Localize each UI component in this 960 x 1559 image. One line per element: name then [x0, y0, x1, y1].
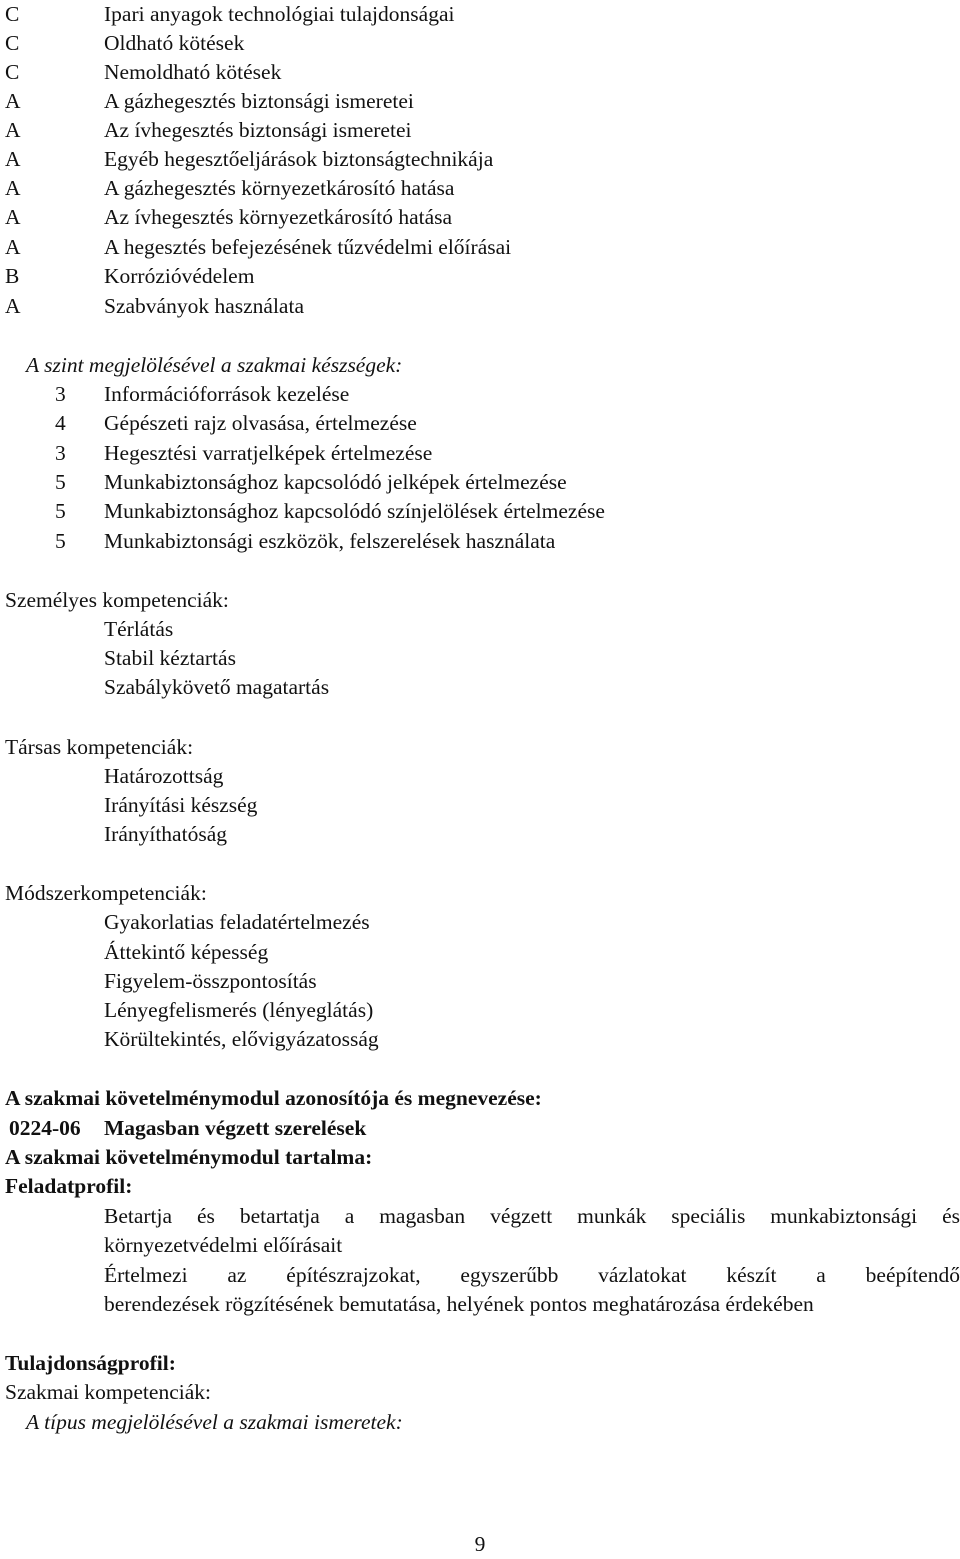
knowledge-text: Oldható kötések [104, 31, 245, 55]
personal-item: Térlátás [104, 617, 174, 641]
knowledge-text: A gázhegesztés környezetkárosító hatása [104, 176, 455, 200]
knowledge-text: Az ívhegesztés biztonsági ismeretei [104, 118, 412, 142]
method-item: Lényegfelismerés (lényeglátás) [104, 998, 374, 1022]
skill-level: 4 [55, 411, 66, 435]
level-letter: B [5, 264, 20, 288]
skill-text: Munkabiztonsági eszközök, felszerelések használata [104, 529, 556, 553]
level-letter: A [5, 205, 21, 229]
task-text: Értelmezi az építészrajzokat, egyszerűbb vázlatokat készít a beépítendő [104, 1263, 960, 1287]
skill-text: Munkabiztonsághoz kapcsolódó színjelölések értelmezése [104, 499, 605, 523]
module-code: 0224-06 [9, 1116, 81, 1140]
level-letter: A [5, 118, 21, 142]
module-id-heading: A szakmai követelménymodul azonosítója és megnevezése: [5, 1086, 542, 1110]
level-letter: A [5, 294, 21, 318]
skills-heading: A szint megjelölésével a szakmai készségek: [26, 353, 403, 377]
level-letter: A [5, 235, 21, 259]
task-text: berendezések rögzítésének bemutatása, helyének pontos meghatározása érdekében [104, 1292, 814, 1316]
level-letter: A [5, 89, 21, 113]
skill-text: Hegesztési varratjelképek értelmezése [104, 441, 433, 465]
social-item: Határozottság [104, 764, 224, 788]
social-item: Irányítási készség [104, 793, 258, 817]
module-content-heading: A szakmai követelménymodul tartalma: [5, 1145, 373, 1169]
social-heading: Társas kompetenciák: [5, 735, 194, 759]
knowledge-text: A hegesztés befejezésének tűzvédelmi előírásai [104, 235, 512, 259]
skill-text: Információforrások kezelése [104, 382, 350, 406]
personal-item: Stabil kéztartás [104, 646, 236, 670]
knowledge-text: Ipari anyagok technológiai tulajdonságai [104, 2, 455, 26]
skill-level: 5 [55, 529, 66, 553]
knowledge-text: A gázhegesztés biztonsági ismeretei [104, 89, 414, 113]
personal-item: Szabálykövető magatartás [104, 675, 330, 699]
knowledge-text: Az ívhegesztés környezetkárosító hatása [104, 205, 453, 229]
page-number: 9 [474, 1532, 486, 1556]
knowledge-type-heading: A típus megjelölésével a szakmai ismeretek: [26, 1410, 403, 1434]
method-item: Figyelem-összpontosítás [104, 969, 317, 993]
professional-heading: Szakmai kompetenciák: [5, 1380, 211, 1404]
method-item: Gyakorlatias feladatértelmezés [104, 910, 370, 934]
skill-level: 3 [55, 382, 66, 406]
method-item: Áttekintő képesség [104, 940, 269, 964]
method-item: Körültekintés, elővigyázatosság [104, 1027, 379, 1051]
level-letter: C [5, 31, 20, 55]
knowledge-text: Szabványok használata [104, 294, 304, 318]
knowledge-text: Egyéb hegesztőeljárások biztonságtechnikája [104, 147, 494, 171]
task-text: Betartja és betartatja a magasban végzett munkák speciális munkabiztonsági és [104, 1204, 960, 1228]
skill-level: 5 [55, 499, 66, 523]
skill-level: 5 [55, 470, 66, 494]
personal-heading: Személyes kompetenciák: [5, 588, 229, 612]
property-profile-heading: Tulajdonságprofil: [5, 1351, 176, 1375]
method-heading: Módszerkompetenciák: [5, 881, 207, 905]
social-item: Irányíthatóság [104, 822, 227, 846]
skill-text: Munkabiztonsághoz kapcsolódó jelképek értelmezése [104, 470, 567, 494]
module-name: Magasban végzett szerelések [104, 1116, 367, 1140]
task-text: környezetvédelmi előírásait [104, 1233, 343, 1257]
level-letter: C [5, 2, 20, 26]
skill-text: Gépészeti rajz olvasása, értelmezése [104, 411, 417, 435]
task-profile-heading: Feladatprofil: [5, 1174, 133, 1198]
level-letter: A [5, 176, 21, 200]
level-letter: C [5, 60, 20, 84]
level-letter: A [5, 147, 21, 171]
knowledge-text: Korrózióvédelem [104, 264, 255, 288]
knowledge-text: Nemoldható kötések [104, 60, 282, 84]
skill-level: 3 [55, 441, 66, 465]
